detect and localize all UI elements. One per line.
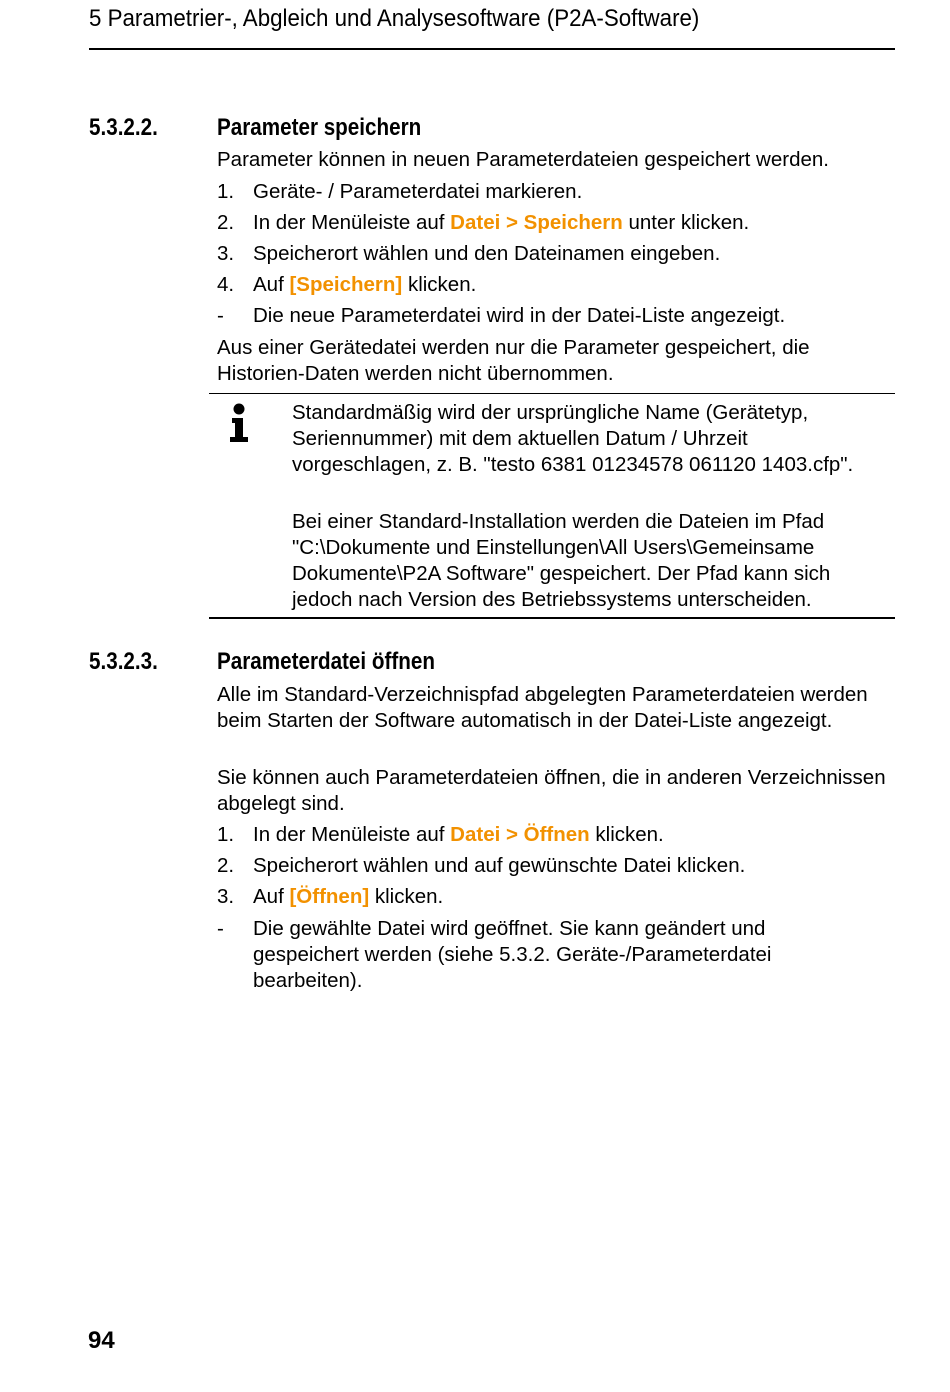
list-item <box>217 303 897 329</box>
list-marker: 2. <box>217 854 235 877</box>
step-text: In der Menüleiste auf <box>253 211 451 234</box>
note-top-rule <box>209 393 895 394</box>
section-title: Parameter speichern <box>217 114 422 141</box>
list-item <box>217 853 897 879</box>
running-header: 5 Parametrier-, Abgleich und Analysesoftware (P2A-Software) <box>89 5 700 32</box>
step-text-suffix: unter klicken. <box>622 211 750 234</box>
header-divider <box>89 48 895 50</box>
step-result-text: Die gewählte Datei wird geöffnet. Sie kann geändert und gespeichert werden (siehe 5.3.2. Geräte-/Parameterdatei bearbeiten). <box>253 917 772 992</box>
list-marker: 4. <box>217 273 235 296</box>
list-item <box>217 884 897 910</box>
list-marker: 1. <box>217 180 235 203</box>
info-icon <box>225 403 253 443</box>
step-text-suffix: klicken. <box>589 823 664 846</box>
menu-path-highlight: Datei > Speichern <box>450 211 623 234</box>
list-marker: 3. <box>217 885 235 908</box>
list-item <box>217 916 897 994</box>
body-paragraph: Alle im Standard-Verzeichnispfad abgelegten Parameterdateien werden beim Starten der Software automatisch in der Datei-Liste angezeigt. <box>217 683 868 732</box>
list-item <box>217 272 897 298</box>
list-marker: 2. <box>217 211 235 234</box>
body-paragraph: Sie können auch Parameterdateien öffnen, die in anderen Verzeichnissen abgelegt sind. <box>217 766 886 815</box>
step-text: Speicherort wählen und auf gewünschte Datei klicken. <box>253 854 746 877</box>
button-name-highlight: [Öffnen] <box>289 885 370 908</box>
list-marker: 3. <box>217 242 235 265</box>
intro-paragraph: Parameter können in neuen Parameterdateien gespeichert werden. <box>217 148 829 171</box>
button-name-highlight: [Speichern] <box>289 273 403 296</box>
note-bottom-rule <box>209 617 895 619</box>
page-number: 94 <box>88 1327 115 1354</box>
list-marker: 1. <box>217 823 235 846</box>
note-paragraph: Standardmäßig wird der ursprüngliche Name (Gerätetyp, Seriennummer) mit dem aktuellen Datum / Uhrzeit vorgeschlagen, z. B. "testo 6381 01234578 061120 1403.cfp". <box>292 401 854 476</box>
step-text-suffix: klicken. <box>369 885 444 908</box>
body-paragraph: Aus einer Gerätedatei werden nur die Parameter gespeichert, die Historien-Daten werden nicht übernommen. <box>217 336 810 385</box>
list-item <box>217 822 897 848</box>
step-text: Auf <box>253 273 290 296</box>
list-item <box>217 210 897 236</box>
section-title: Parameterdatei öffnen <box>217 648 435 675</box>
list-item <box>217 179 897 205</box>
note-paragraph: Bei einer Standard-Installation werden die Dateien im Pfad "C:\Dokumente und Einstellungen\All Users\Gemeinsame Dokumente\P2A Software" gespeichert. Der Pfad kann sich jedoch nach Version des Betriebssystems unterscheiden. <box>292 510 831 611</box>
step-text: In der Menüleiste auf <box>253 823 451 846</box>
step-result-text: Die neue Parameterdatei wird in der Datei-Liste angezeigt. <box>253 304 786 327</box>
step-text: Speicherort wählen und den Dateinamen eingeben. <box>253 242 721 265</box>
menu-path-highlight: Datei > Öffnen <box>450 823 590 846</box>
section-number: 5.3.2.3. <box>89 648 158 675</box>
list-marker: - <box>217 304 224 327</box>
section-number: 5.3.2.2. <box>89 114 158 141</box>
step-text-suffix: klicken. <box>402 273 477 296</box>
list-marker: - <box>217 917 224 940</box>
list-item <box>217 241 897 267</box>
step-text: Auf <box>253 885 290 908</box>
step-text: Geräte- / Parameterdatei markieren. <box>253 180 583 203</box>
